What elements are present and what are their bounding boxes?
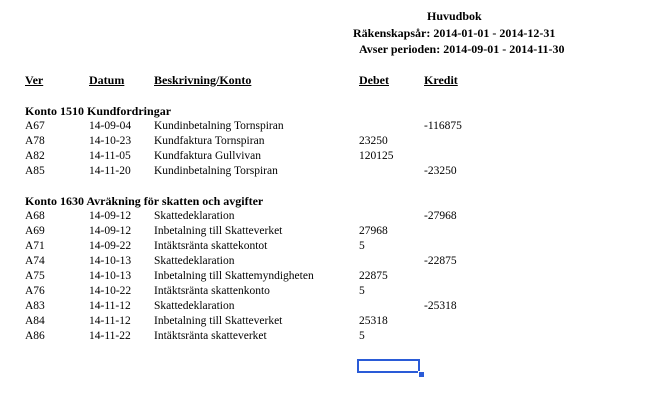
cell-kredit: -27968 [424, 210, 457, 222]
cell-description: Kundfaktura Gullvivan [154, 150, 261, 162]
cell-date: 14-11-12 [89, 315, 131, 327]
ledger-row [0, 150, 665, 165]
cell-date: 14-11-05 [89, 150, 131, 162]
ledger-row [0, 285, 665, 300]
cell-debet: 5 [359, 240, 365, 252]
column-header-beskrivning: Beskrivning/Konto [154, 73, 252, 87]
cell-description: Inbetalning till Skatteverket [154, 225, 283, 237]
cell-ver: A71 [25, 240, 45, 252]
ledger-row [0, 315, 665, 330]
ledger-row [0, 240, 665, 255]
ledger-row [0, 165, 665, 180]
ledger-row [0, 270, 665, 285]
cell-date: 14-11-12 [89, 300, 131, 312]
cell-date: 14-11-22 [89, 330, 131, 342]
cell-ver: A82 [25, 150, 45, 162]
cell-debet: 25318 [359, 315, 388, 327]
fiscal-year: Räkenskapsår: 2014-01-01 - 2014-12-31 [353, 26, 556, 40]
selected-cell[interactable] [357, 359, 420, 373]
fill-handle[interactable] [418, 371, 425, 378]
cell-date: 14-10-13 [89, 270, 132, 282]
cell-description: Kundinbetalning Tornspiran [154, 120, 284, 132]
cell-date: 14-10-22 [89, 285, 132, 297]
ledger-row [0, 225, 665, 240]
account-section-title: Konto 1510 Kundfordringar [25, 104, 172, 118]
column-header-debet: Debet [359, 73, 389, 87]
cell-ver: A67 [25, 120, 45, 132]
ledger-row [0, 330, 665, 345]
cell-description: Inbetalning till Skatteverket [154, 315, 283, 327]
cell-kredit: -22875 [424, 255, 457, 267]
cell-date: 14-09-12 [89, 210, 132, 222]
ledger-row [0, 300, 665, 315]
period: Avser perioden: 2014-09-01 - 2014-11-30 [359, 42, 565, 56]
column-header-datum: Datum [89, 73, 125, 87]
cell-kredit: -116875 [424, 120, 462, 132]
ledger-row [0, 210, 665, 225]
cell-description: Skattedeklaration [154, 300, 235, 312]
cell-ver: A83 [25, 300, 45, 312]
cell-ver: A84 [25, 315, 45, 327]
cell-description: Skattedeklaration [154, 210, 235, 222]
cell-date: 14-11-20 [89, 165, 131, 177]
cell-description: Kundinbetalning Torspiran [154, 165, 278, 177]
cell-kredit: -23250 [424, 165, 457, 177]
cell-date: 14-10-23 [89, 135, 132, 147]
cell-ver: A85 [25, 165, 45, 177]
cell-debet: 27968 [359, 225, 388, 237]
cell-description: Intäktsränta skattekontot [154, 240, 268, 252]
account-section-title: Konto 1630 Avräkning för skatten och avgifter [25, 194, 264, 208]
cell-ver: A75 [25, 270, 45, 282]
cell-description: Intäktsränta skatteverket [154, 330, 267, 342]
cell-debet: 120125 [359, 150, 394, 162]
cell-date: 14-09-22 [89, 240, 132, 252]
cell-debet: 22875 [359, 270, 388, 282]
ledger-row [0, 120, 665, 135]
cell-ver: A76 [25, 285, 45, 297]
cell-debet: 5 [359, 285, 365, 297]
ledger-row [0, 255, 665, 270]
cell-description: Inbetalning till Skattemyndigheten [154, 270, 314, 282]
cell-kredit: -25318 [424, 300, 457, 312]
column-header-kredit: Kredit [424, 73, 458, 87]
cell-description: Intäktsränta skattenkonto [154, 285, 270, 297]
cell-ver: A86 [25, 330, 45, 342]
report-title: Huvudbok [427, 9, 482, 23]
cell-date: 14-09-04 [89, 120, 132, 132]
cell-ver: A74 [25, 255, 45, 267]
ledger-row [0, 135, 665, 150]
cell-description: Skattedeklaration [154, 255, 235, 267]
cell-ver: A69 [25, 225, 45, 237]
cell-ver: A78 [25, 135, 45, 147]
cell-description: Kundfaktura Tornspiran [154, 135, 265, 147]
cell-ver: A68 [25, 210, 45, 222]
column-header-ver: Ver [25, 73, 44, 87]
cell-date: 14-10-13 [89, 255, 132, 267]
cell-debet: 23250 [359, 135, 388, 147]
cell-debet: 5 [359, 330, 365, 342]
cell-date: 14-09-12 [89, 225, 132, 237]
